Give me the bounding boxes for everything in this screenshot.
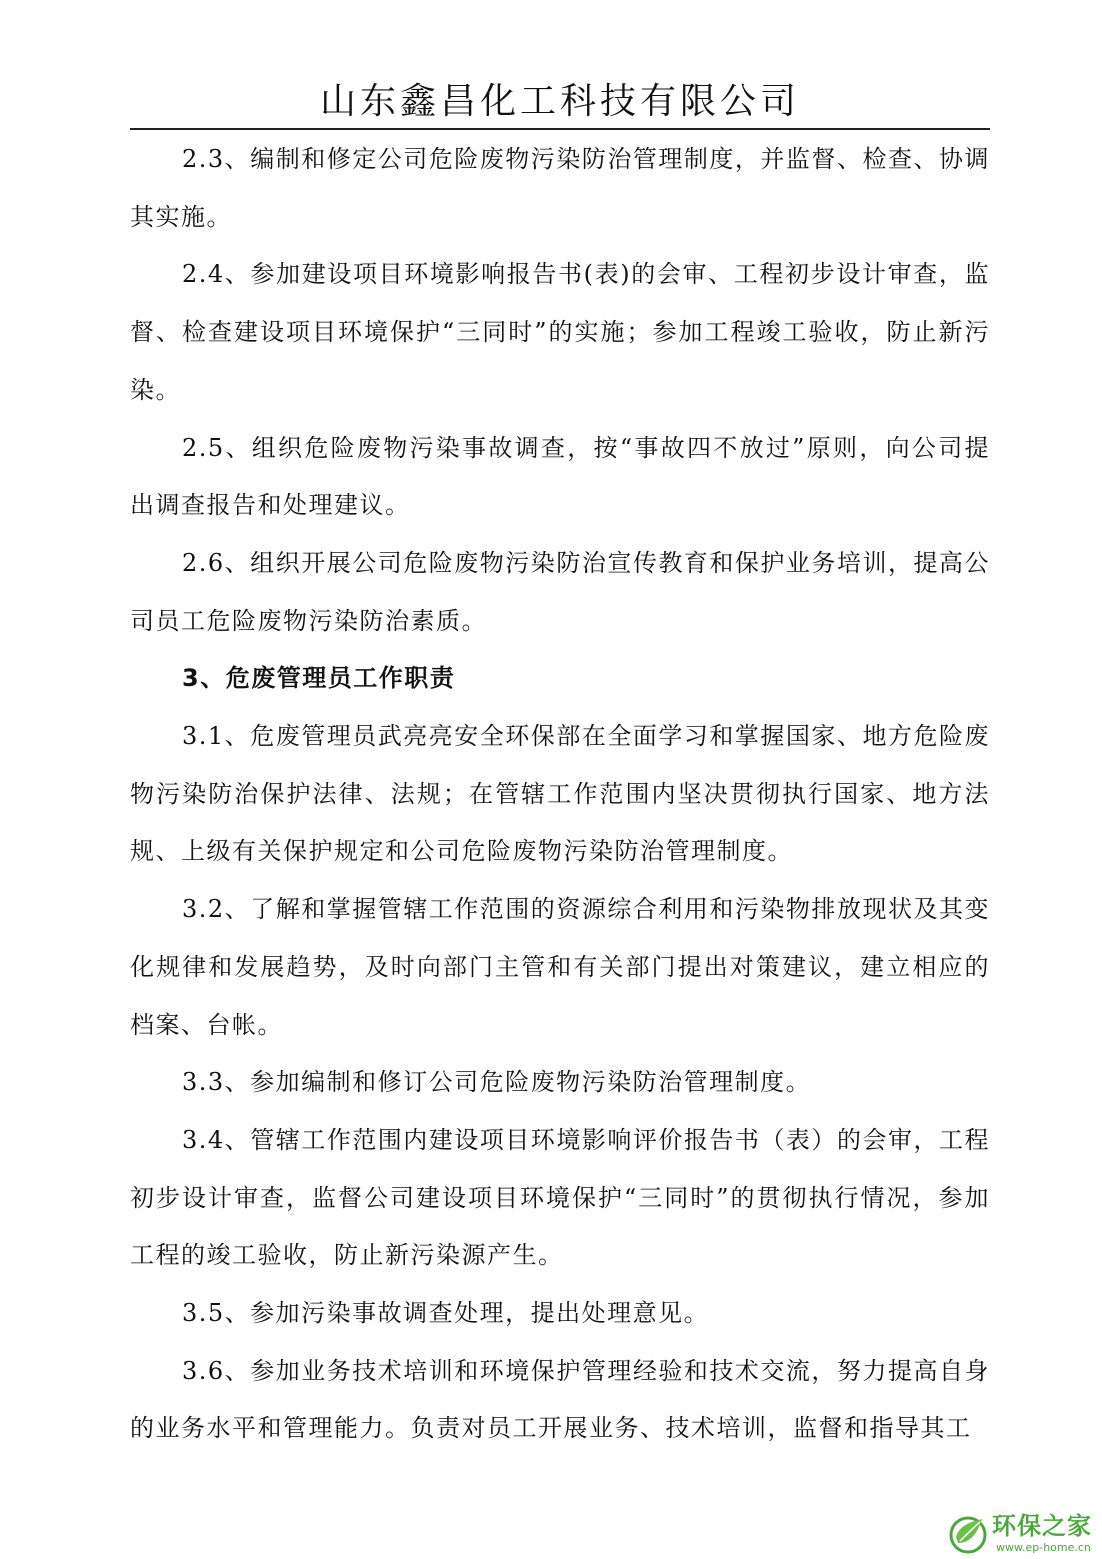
paragraph-2-3: 2.3、编制和修定公司危险废物污染防治管理制度，并监督、检查、协调其实施。 <box>130 145 990 231</box>
paragraph-2-4: 2.4、参加建设项目环境影响报告书(表)的会审、工程初步设计审查，监督、检查建设项目环境保护“三同时”的实施；参加工程竣工验收，防止新污染。 <box>130 260 990 404</box>
company-header-title: 山东鑫昌化工科技有限公司 <box>319 81 800 122</box>
header-divider <box>130 128 990 130</box>
paragraph-2-5: 2.5、组织危险废物污染事故调查，按“事故四不放过”原则，向公司提出调查报告和处理建议。 <box>130 433 990 520</box>
section-3-heading: 3、危废管理员工作职责 <box>182 664 456 693</box>
paragraph-3-4: 3.4、管辖工作范围内建设项目环境影响评价报告书（表）的会审，工程初步设计审查，监督公司建设项目环境保护“三同时”的贯彻执行情况，参加工程的竣工验收，防止新污染源产生。 <box>130 1125 990 1270</box>
paragraph-3-1: 3.1、危废管理员武亮亮安全环保部在全面学习和掌握国家、地方危险废物污染防治保护法律、法规；在管辖工作范围内坚决贯彻执行国家、地方法规、上级有关保护规定和公司危险废物污染防治管理制度。 <box>130 722 990 866</box>
watermark <box>946 1511 1096 1557</box>
paragraph-3-3: 3.3、参加编制和修订公司危险废物污染防治管理制度。 <box>182 1068 812 1097</box>
document-body <box>130 131 990 1458</box>
paragraph-3-6: 3.6、参加业务技术培训和环境保护管理经验和技术交流，努力提高自身的业务水平和管理能力。负责对员工开展业务、技术培训，监督和指导其工 <box>130 1356 990 1443</box>
watermark-name: 环保之家 <box>992 1512 1092 1540</box>
leaf-logo-icon <box>946 1513 990 1555</box>
watermark-url: www.ep-home.cn <box>996 1541 1091 1554</box>
paragraph-3-2: 3.2、了解和掌握管辖工作范围的资源综合利用和污染物排放现状及其变化规律和发展趋势，及时向部门主管和有关部门提出对策建议，建立相应的档案、台帐。 <box>130 895 990 1039</box>
paragraph-2-6: 2.6、组织开展公司危险废物污染防治宣传教育和保护业务培训，提高公司员工危险废物污染防治素质。 <box>130 548 990 635</box>
paragraph-3-5: 3.5、参加污染事故调查处理，提出处理意见。 <box>182 1299 710 1328</box>
